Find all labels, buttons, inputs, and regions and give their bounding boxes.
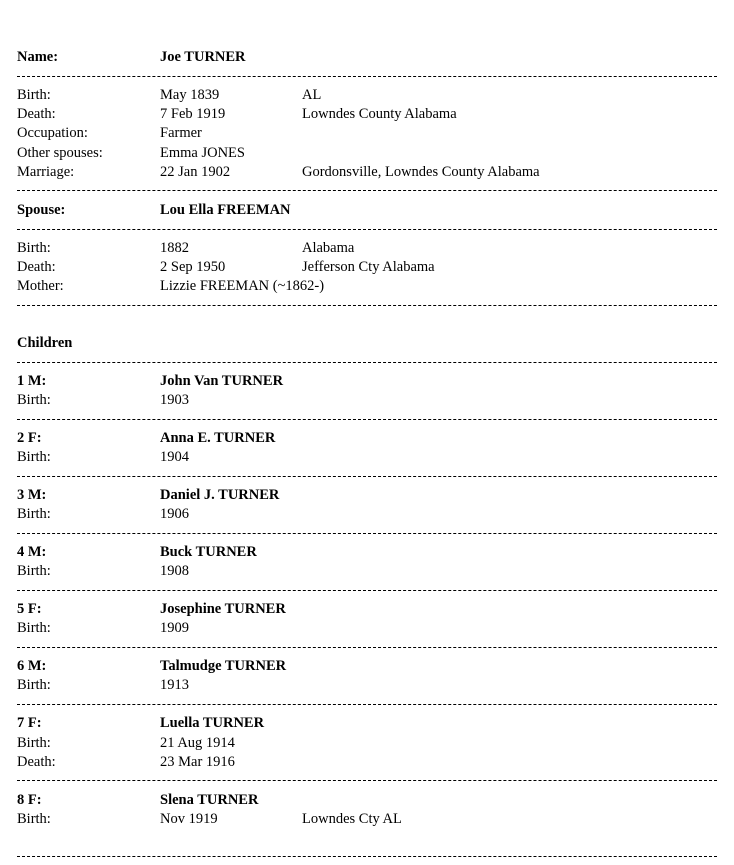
birth-label: Birth:: [17, 811, 51, 827]
child-name-row: [0, 372, 734, 391]
child-name: Anna E. TURNER: [160, 430, 276, 446]
child-label: 7 F:: [17, 715, 42, 731]
name-label: Name:: [17, 49, 59, 65]
birth-label: Birth:: [17, 449, 51, 465]
child-label: 2 F:: [17, 430, 42, 446]
marriage-label: Marriage:: [17, 164, 75, 180]
head-death-row: [0, 105, 734, 124]
child-birth-row: [0, 448, 734, 467]
birth-date: 1882: [160, 240, 189, 256]
mother-label: Mother:: [17, 278, 64, 294]
child-name-row: [0, 657, 734, 676]
child-name-row: [0, 600, 734, 619]
birth-date: 1909: [160, 620, 189, 636]
birth-date: 21 Aug 1914: [160, 735, 235, 751]
child-name-row: [0, 429, 734, 448]
death-label: Death:: [17, 106, 56, 122]
child-name: Josephine TURNER: [160, 601, 286, 617]
child-name: Talmudge TURNER: [160, 658, 287, 674]
divider: [17, 780, 717, 781]
divider: [17, 190, 717, 191]
birth-date: 1913: [160, 677, 189, 693]
birth-label: Birth:: [17, 506, 51, 522]
child-birth-row: [0, 505, 734, 524]
child-name: Buck TURNER: [160, 544, 257, 560]
birth-date: 1903: [160, 392, 189, 408]
divider: [17, 590, 717, 591]
child-label: 1 M:: [17, 373, 47, 389]
child-name-row: [0, 791, 734, 810]
child-name: Luella TURNER: [160, 715, 265, 731]
child-name: John Van TURNER: [160, 373, 284, 389]
divider: [17, 856, 717, 857]
birth-date: 1908: [160, 563, 189, 579]
death-date: 2 Sep 1950: [160, 259, 226, 275]
marriage-place: Gordonsville, Lowndes County Alabama: [302, 164, 540, 180]
head-name-row: [0, 48, 734, 67]
children-heading-row: [0, 334, 734, 353]
child-label: 8 F:: [17, 792, 42, 808]
child-label: 5 F:: [17, 601, 42, 617]
birth-place: AL: [302, 87, 322, 103]
divider: [17, 647, 717, 648]
marriage-date: 22 Jan 1902: [160, 164, 231, 180]
birth-date: 1904: [160, 449, 189, 465]
death-place: Lowndes County Alabama: [302, 106, 457, 122]
birth-label: Birth:: [17, 620, 51, 636]
child-birth-row: [0, 619, 734, 638]
child-name: Daniel J. TURNER: [160, 487, 280, 503]
divider: [17, 362, 717, 363]
child-death-row: [0, 753, 734, 772]
divider: [17, 704, 717, 705]
divider: [17, 229, 717, 230]
divider: [17, 76, 717, 77]
spouse-label: Spouse:: [17, 202, 66, 218]
child-birth-row: [0, 391, 734, 410]
spouse-name-row: [0, 201, 734, 220]
child-birth-row: [0, 810, 734, 829]
child-name-row: [0, 543, 734, 562]
death-date: 23 Mar 1916: [160, 754, 235, 770]
head-name: Joe TURNER: [160, 49, 246, 65]
spouse-mother-row: [0, 277, 734, 296]
birth-date: May 1839: [160, 87, 220, 103]
child-birth-row: [0, 734, 734, 753]
child-name: Slena TURNER: [160, 792, 259, 808]
divider: [17, 533, 717, 534]
child-name-row: [0, 714, 734, 733]
birth-label: Birth:: [17, 563, 51, 579]
spouse-birth-row: [0, 239, 734, 258]
divider: [17, 305, 717, 306]
child-label: 6 M:: [17, 658, 47, 674]
birth-label: Birth:: [17, 677, 51, 693]
birth-place: Lowndes Cty AL: [302, 811, 402, 827]
head-marriage-row: [0, 163, 734, 182]
divider: [17, 476, 717, 477]
birth-label: Birth:: [17, 392, 51, 408]
birth-date: Nov 1919: [160, 811, 218, 827]
birth-place: Alabama: [302, 240, 355, 256]
head-birth-row: [0, 86, 734, 105]
child-birth-row: [0, 676, 734, 695]
spouse-death-row: [0, 258, 734, 277]
child-label: 4 M:: [17, 544, 47, 560]
birth-label: Birth:: [17, 735, 51, 751]
birth-label: Birth:: [17, 240, 51, 256]
head-occupation-row: [0, 124, 734, 143]
child-name-row: [0, 486, 734, 505]
death-label: Death:: [17, 754, 56, 770]
child-birth-row: [0, 562, 734, 581]
occupation: Farmer: [160, 125, 202, 141]
spouse-name: Lou Ella FREEMAN: [160, 202, 291, 218]
other-spouses-label: Other spouses:: [17, 145, 103, 161]
birth-date: 1906: [160, 506, 189, 522]
occupation-label: Occupation:: [17, 125, 88, 141]
other-spouses: Emma JONES: [160, 145, 245, 161]
children-heading: Children: [17, 335, 73, 351]
death-date: 7 Feb 1919: [160, 106, 226, 122]
death-label: Death:: [17, 259, 56, 275]
birth-label: Birth:: [17, 87, 51, 103]
divider: [17, 419, 717, 420]
mother: Lizzie FREEMAN (~1862-): [160, 278, 325, 294]
death-place: Jefferson Cty Alabama: [302, 259, 435, 275]
head-other-spouses-row: [0, 144, 734, 163]
child-label: 3 M:: [17, 487, 47, 503]
